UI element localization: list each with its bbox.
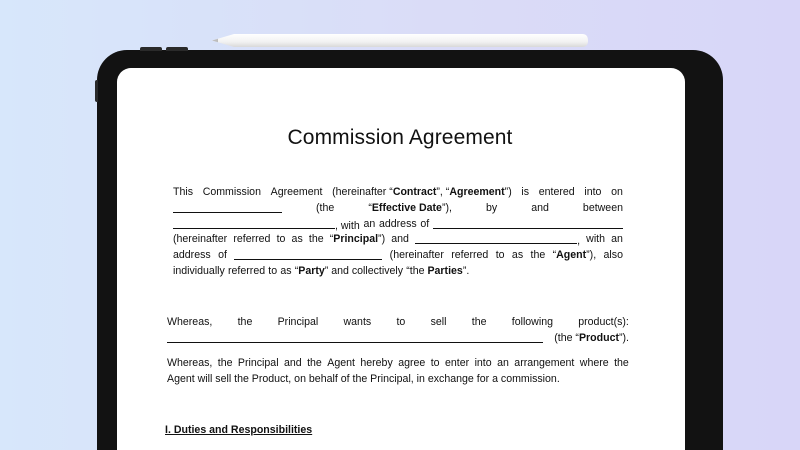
defined-term: Agreement [449,186,505,198]
text-segment: where [579,357,609,369]
defined-term: Principal [333,233,379,246]
text-group [553,248,597,264]
text-segment: Commission [202,186,261,198]
text-segment: Principal [277,316,319,328]
text-segment: an [497,357,509,369]
paragraph-line [173,185,623,201]
paragraph-line [167,356,629,372]
paragraph-line [173,232,623,248]
text-segment: “the [406,264,425,277]
product-description-blank[interactable] [167,331,543,343]
text-segment: the [307,357,322,369]
text-segment: agree [398,357,426,369]
text-segment: entered [538,186,575,198]
text-segment: following [511,316,553,328]
paragraph-line [173,264,623,280]
paragraph-line [167,315,629,331]
text-segment: Principal [237,357,279,369]
text-segment: to [268,264,278,277]
text-segment: (the [316,201,335,214]
text-segment: as [291,233,303,246]
text-segment: address [378,217,417,230]
defined-term: Party [298,264,325,277]
text-segment: to [430,357,440,369]
section-heading: I. Duties and Responsibilities [165,424,313,436]
text-segment: wants [343,316,372,328]
paragraph-line [173,201,623,217]
text-segment: as [280,264,292,277]
paragraph-line [173,217,623,233]
text-group [330,232,385,248]
text-segment: (hereinafter [173,233,228,246]
text-segment: enter [444,357,470,369]
text-segment: the [308,233,324,246]
text-segment: of [420,217,430,230]
text-segment: This [173,186,194,198]
text-segment: the [217,357,233,369]
text-segment: and [283,357,302,369]
text-segment: and [531,201,549,214]
text-segment: and [391,233,409,246]
text-segment: referred [228,264,266,277]
document-title: Commission Agreement [287,126,513,149]
arrangement-whereas-paragraph [167,356,629,388]
text-segment: to [396,316,406,328]
text-segment: sell [430,316,447,328]
text-segment: is [521,186,530,198]
text-segment: the [237,316,253,328]
text-segment: into [474,357,492,369]
principal-address-blank[interactable] [433,217,623,229]
text-group [173,217,360,233]
text-group [406,264,469,280]
text-segment: “ [552,249,557,262]
text-segment: ”) [378,233,386,246]
defined-term: Agent [556,249,587,262]
text-segment: the [530,249,546,262]
text-segment: “ [389,186,393,198]
text-segment: between [582,201,623,214]
tablet-top-button [140,47,162,51]
text-segment: (hereinafter [332,186,387,198]
text-segment: product(s): [578,316,629,328]
text-segment: by [485,201,498,214]
agent-address-blank[interactable] [234,248,382,260]
text-group [415,232,580,248]
tablet-top-button [166,47,188,51]
text-group [554,331,629,347]
text-segment: an [363,217,376,230]
text-segment: (the “ [554,331,579,344]
paragraph-line [167,331,629,347]
text-segment: (hereinafter [389,249,444,262]
defined-term: Contract [392,186,437,198]
text-segment: Whereas, [167,357,213,369]
text-segment: also [603,249,623,262]
text-segment: of [218,249,227,262]
paragraph-line [167,372,629,388]
text-segment: ”), [441,201,452,214]
defined-term: Product [578,331,619,344]
text-segment: to [495,249,505,262]
text-segment: “ [294,264,299,277]
text-segment: on [611,186,623,198]
paragraph-line [173,248,623,264]
text-segment: Agent [327,357,355,369]
text-segment: to [276,233,286,246]
text-segment: an [611,233,623,246]
text-segment: ”). [619,331,629,344]
text-segment: ”. [462,264,470,277]
text-segment: “ [368,201,372,214]
text-segment: arrangement [514,357,575,369]
agreement-intro-paragraph [173,185,623,280]
text-segment: with [586,233,606,246]
text-segment: hereby [360,357,393,369]
text-segment: , with [335,219,360,232]
text-segment: , [577,235,581,248]
product-whereas-paragraph [167,315,629,347]
text-segment: ”) [504,186,512,198]
text-segment: as [511,249,524,262]
text-segment: Agreement [270,186,323,198]
defined-term: Effective Date [371,201,442,214]
stylus-pencil [212,31,588,50]
text-segment: ” and collectively [324,264,404,277]
principal-name-blank[interactable] [173,217,335,229]
text-segment: “ [329,233,334,246]
text-segment: referred [233,233,271,246]
tablet-side-button [95,80,98,102]
text-segment: ”), [586,249,597,262]
text-segment: the [471,316,487,328]
agent-name-blank[interactable] [415,232,577,244]
text-segment: individually [173,264,225,277]
text-segment: referred [451,249,489,262]
text-group [332,185,512,201]
text-segment: address [173,249,211,262]
text-group [368,201,452,217]
text-group [295,264,403,280]
text-segment: the [614,357,629,369]
text-segment: Whereas, [167,316,213,328]
defined-term: Parties [427,264,463,277]
text-segment: into [584,186,602,198]
text-segment: Agent will sell the Product, on behalf of the Principal, in exchange for a commission. [167,372,560,385]
text-segment: ”, “ [436,186,450,198]
effective-date-blank[interactable] [173,201,282,213]
